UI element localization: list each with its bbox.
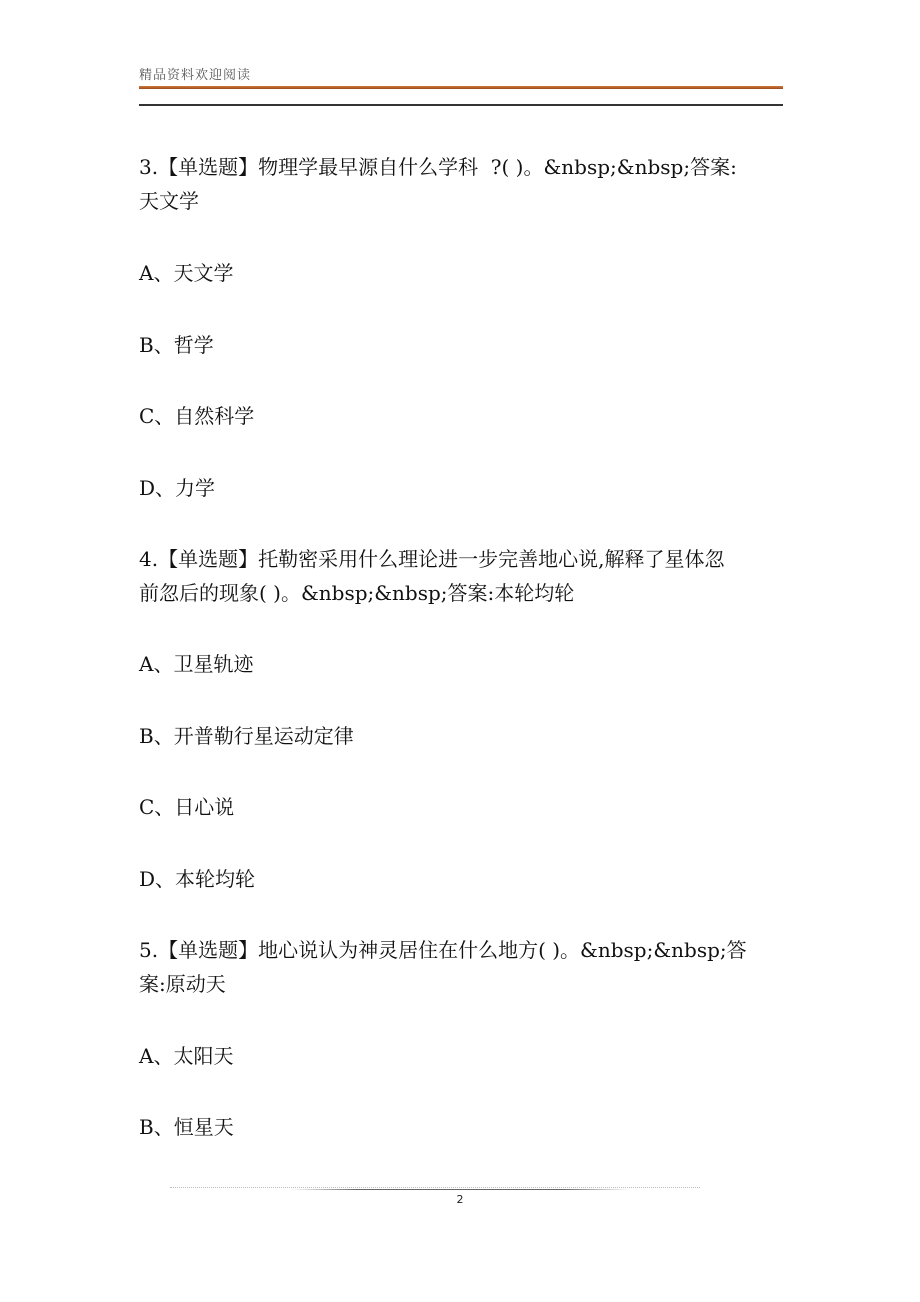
header-rule-bottom bbox=[139, 104, 783, 106]
footer-rule-line bbox=[290, 1189, 630, 1190]
question-3-option-a: A、天文学 bbox=[139, 261, 234, 285]
question-3-option-b: B、哲学 bbox=[139, 333, 214, 357]
page-header: 精品资料欢迎阅读 bbox=[139, 68, 252, 83]
footer-rule-dotted bbox=[170, 1187, 700, 1188]
question-4-option-b: B、开普勒行星运动定律 bbox=[139, 724, 354, 748]
question-5-option-a: A、太阳天 bbox=[139, 1044, 234, 1068]
question-3-option-c: C、自然科学 bbox=[139, 404, 255, 428]
page-number: 2 bbox=[456, 1193, 464, 1206]
header-rule-top bbox=[139, 86, 783, 89]
question-3-stem: 3.【单选题】物理学最早源自什么学科 ?( )。&nbsp;&nbsp;答案: 天文学 bbox=[139, 155, 737, 213]
question-4-stem: 4.【单选题】托勒密采用什么理论进一步完善地心说,解释了星体忽 前忽后的现象( )。&nbsp;&nbsp;答案:本轮均轮 bbox=[139, 547, 725, 605]
question-5-option-b: B、恒星天 bbox=[139, 1115, 234, 1139]
question-5-stem: 5.【单选题】地心说认为神灵居住在什么地方( )。&nbsp;&nbsp;答 案:原动天 bbox=[139, 938, 747, 996]
question-3-option-d: D、力学 bbox=[139, 476, 216, 500]
question-4-option-d: D、本轮均轮 bbox=[139, 867, 256, 891]
question-4-option-a: A、卫星轨迹 bbox=[139, 652, 254, 676]
question-4-option-c: C、日心说 bbox=[139, 795, 235, 819]
